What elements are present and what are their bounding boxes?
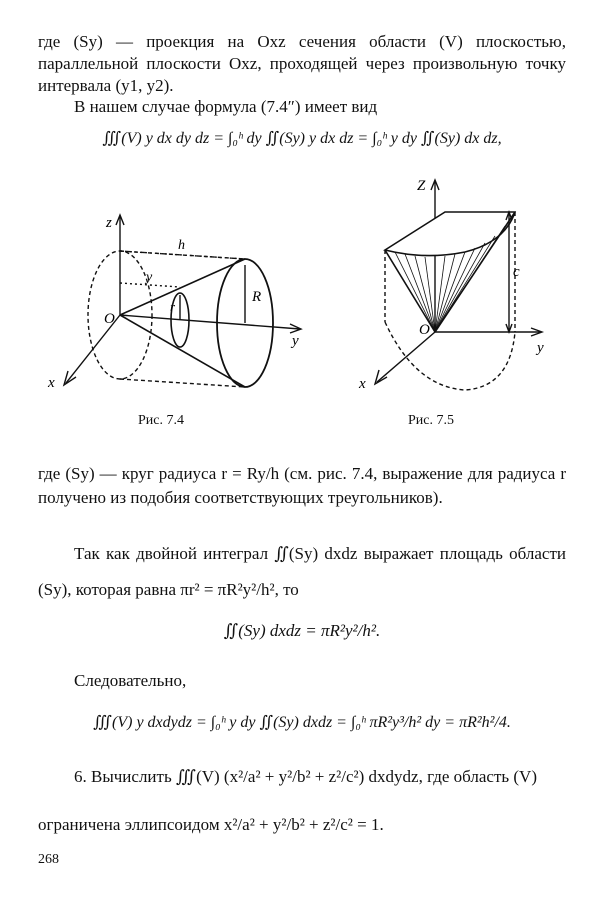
paragraph-1 bbox=[38, 31, 566, 97]
label-y-axis: y bbox=[292, 333, 299, 349]
label-x: x bbox=[48, 375, 55, 391]
formula-2-text: ∬(Sy) dxdz = πR²y²/h². bbox=[223, 621, 381, 640]
paragraph-7 bbox=[38, 814, 566, 836]
top-face bbox=[385, 212, 515, 256]
x-axis-arrow bbox=[375, 370, 387, 384]
cylinder-bottom-line bbox=[120, 379, 245, 387]
paragraph-2-text: В нашем случае формула (7.4″) имеет вид bbox=[74, 97, 378, 116]
paragraph-6-text: 6. Вычислить ∭(V) (x²/a² + y²/b² + z²/c²) dxdydz, где область (V) bbox=[74, 767, 537, 786]
figure-7-4 bbox=[38, 205, 328, 415]
label-R: R bbox=[252, 289, 262, 305]
caption-7-5: Рис. 7.5 bbox=[408, 413, 454, 428]
label-x: x bbox=[359, 376, 366, 392]
cone-top-generator bbox=[120, 259, 245, 315]
label-y: y bbox=[537, 340, 544, 356]
paragraph-4 bbox=[38, 536, 566, 608]
paragraph-4-text: Так как двойной интеграл ∬(Sy) dxdz выражает площадь области (Sy), которая равна πr² = πR²y²/h², то bbox=[38, 544, 566, 599]
label-O: O bbox=[419, 322, 430, 338]
paragraph-3 bbox=[38, 462, 566, 510]
formula-3-text: ∭(V) y dxdydz = ∫₀ʰ y dy ∬(Sy) dxdz = ∫₀ʰ πR²y³/h² dy = πR²h²/4. bbox=[93, 714, 511, 731]
formula-1-text: ∭(V) y dx dy dz = ∫₀ʰ dy ∬(Sy) y dx dz = ∫₀ʰ y dy ∬(Sy) dx dz, bbox=[102, 130, 502, 147]
cone-bottom-generator bbox=[120, 315, 245, 387]
label-c: c bbox=[513, 264, 520, 280]
paragraph-2 bbox=[38, 96, 566, 118]
figure-7-5 bbox=[345, 172, 570, 402]
paragraph-5 bbox=[38, 670, 566, 692]
paragraph-3-text: где (Sy) — круг радиуса r = Ry/h (см. рис. 7.4, выражение для радиуса r получено из подобия соответствующих треугольников). bbox=[38, 464, 566, 507]
x-axis bbox=[377, 332, 435, 382]
paragraph-6 bbox=[38, 766, 566, 788]
formula-2 bbox=[38, 620, 566, 642]
label-Z: Z bbox=[417, 178, 426, 194]
paragraph-1-text: где (Sy) — проекция на Oxz сечения области (V) плоскостью, параллельной плоскости Oxz, проходящей через произвольную точку интервала (y1, y2). bbox=[38, 32, 566, 95]
label-h: h bbox=[178, 238, 185, 253]
formula-3 bbox=[38, 712, 566, 734]
paragraph-7-text: ограничена эллипсоидом x²/a² + y²/b² + z²/c² = 1. bbox=[38, 815, 384, 834]
label-O: O bbox=[104, 311, 115, 327]
formula-1 bbox=[38, 128, 566, 150]
label-r: r bbox=[170, 299, 176, 314]
cone-left-generator bbox=[385, 250, 435, 332]
caption-7-4: Рис. 7.4 bbox=[138, 413, 184, 428]
label-y-top: y bbox=[146, 270, 153, 285]
label-z: z bbox=[106, 215, 112, 231]
page-number: 268 bbox=[38, 852, 59, 867]
paragraph-5-text: Следовательно, bbox=[74, 671, 187, 690]
